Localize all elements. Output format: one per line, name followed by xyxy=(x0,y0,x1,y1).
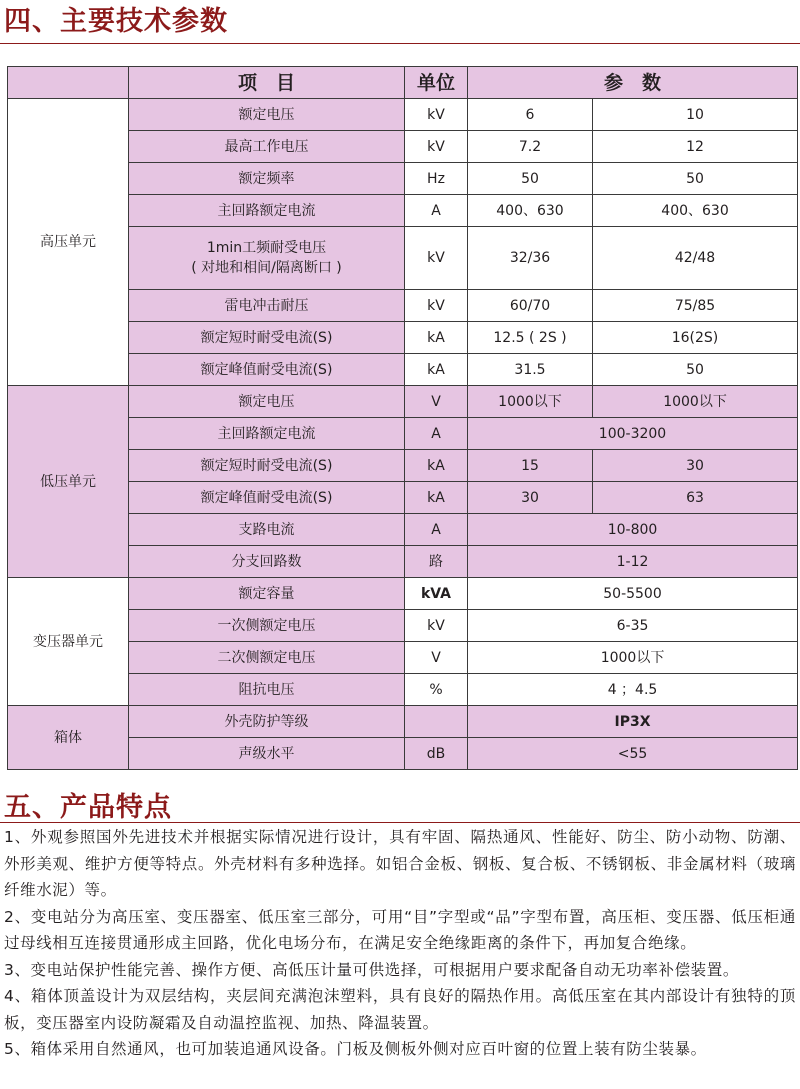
header-unit: 单位 xyxy=(405,67,468,99)
row-unit: kV xyxy=(405,610,468,642)
feature-item: 4、箱体顶盖设计为双层结构，夹层间充满泡沫塑料，具有良好的隔热作用。高低压室在其内部设计有独特的顶板，变压器室内设防凝霜及自动温控监视、加热、降温装置。 xyxy=(4,987,796,1032)
row-item-line-2: ( 对地和相间/隔离断口 ) xyxy=(191,260,342,276)
feature-item: 3、变电站保护性能完善、操作方便、高低压计量可供选择，可根据用户要求配备自动无功率补偿装置。 xyxy=(4,960,739,979)
row-unit: kV xyxy=(405,290,468,322)
table-row xyxy=(8,386,798,418)
row-value-2: 75/85 xyxy=(593,290,798,322)
feature-item: 2、变电站分为高压室、变压器室、低压室三部分，可用“目”字型或“品”字型布置，高压柜、变压器、低压柜通过母线相互连接贯通形成主回路，优化电场分布，在满足安全绝缘距离的条件下，再加复合绝缘。 xyxy=(4,907,796,952)
row-unit: kA xyxy=(405,482,468,514)
group-label-transformer: 变压器单元 xyxy=(8,578,129,706)
row-value-2: 63 xyxy=(593,482,798,514)
title-divider xyxy=(0,43,800,44)
row-value-1: 400、630 xyxy=(468,195,593,227)
row-unit: kVA xyxy=(405,578,468,610)
header-blank xyxy=(8,67,129,99)
row-value: 10-800 xyxy=(468,514,798,546)
row-value-2: 1000以下 xyxy=(593,386,798,418)
row-item: 主回路额定电流 xyxy=(129,195,405,227)
row-item: 额定电压 xyxy=(129,386,405,418)
row-unit xyxy=(405,706,468,738)
row-unit: dB xyxy=(405,738,468,770)
row-unit: kA xyxy=(405,354,468,386)
row-value-1: 60/70 xyxy=(468,290,593,322)
tech-params-table xyxy=(7,66,798,770)
row-item: 额定容量 xyxy=(129,578,405,610)
group-label-enclosure: 箱体 xyxy=(8,706,129,770)
row-item: 主回路额定电流 xyxy=(129,418,405,450)
table-row xyxy=(8,99,798,131)
row-value-1: 7.2 xyxy=(468,131,593,163)
row-unit: kV xyxy=(405,131,468,163)
row-value-2: 42/48 xyxy=(593,227,798,290)
row-value: IP3X xyxy=(468,706,798,738)
row-value-1: 31.5 xyxy=(468,354,593,386)
row-unit: A xyxy=(405,514,468,546)
row-unit: kV xyxy=(405,227,468,290)
row-item: 阻抗电压 xyxy=(129,674,405,706)
row-item: 额定电压 xyxy=(129,99,405,131)
row-unit: A xyxy=(405,418,468,450)
row-unit: V xyxy=(405,642,468,674)
row-item: 额定峰值耐受电流(S) xyxy=(129,354,405,386)
row-unit: kA xyxy=(405,450,468,482)
row-value-1: 15 xyxy=(468,450,593,482)
row-item: 额定频率 xyxy=(129,163,405,195)
row-value-1: 6 xyxy=(468,99,593,131)
header-params: 参 数 xyxy=(468,67,798,99)
row-item: 额定短时耐受电流(S) xyxy=(129,322,405,354)
row-item: 雷电冲击耐压 xyxy=(129,290,405,322)
row-value-2: 50 xyxy=(593,354,798,386)
row-value: 50-5500 xyxy=(468,578,798,610)
row-value-1: 32/36 xyxy=(468,227,593,290)
row-unit: Hz xyxy=(405,163,468,195)
row-item: 声级水平 xyxy=(129,738,405,770)
row-item: 额定峰值耐受电流(S) xyxy=(129,482,405,514)
row-unit: kV xyxy=(405,99,468,131)
table-row xyxy=(8,578,798,610)
row-item: 支路电流 xyxy=(129,514,405,546)
row-value: 100-3200 xyxy=(468,418,798,450)
row-unit: 路 xyxy=(405,546,468,578)
row-item: 额定短时耐受电流(S) xyxy=(129,450,405,482)
row-unit: A xyxy=(405,195,468,227)
feature-item: 1、外观参照国外先进技术并根据实际情况进行设计，具有牢固、隔热通风、性能好、防尘、防小动物、防潮、外形美观、维护方便等特点。外壳材料有多种选择。如铝合金板、钢板、复合板、不锈钢板、非金属材料（玻璃纤维水泥）等。 xyxy=(4,828,796,899)
row-unit: V xyxy=(405,386,468,418)
row-value-2: 50 xyxy=(593,163,798,195)
group-label-lv: 低压单元 xyxy=(8,386,129,578)
row-item: 最高工作电压 xyxy=(129,131,405,163)
row-value: 1-12 xyxy=(468,546,798,578)
row-value-1: 30 xyxy=(468,482,593,514)
row-value-1: 1000以下 xyxy=(468,386,593,418)
row-item: 外壳防护等级 xyxy=(129,706,405,738)
row-unit: % xyxy=(405,674,468,706)
row-value-2: 12 xyxy=(593,131,798,163)
table-header-row xyxy=(8,67,798,99)
row-value: 4 ；4.5 xyxy=(468,674,798,706)
features-list xyxy=(4,824,796,1063)
row-item xyxy=(129,227,405,290)
feature-item: 5、箱体采用自然通风，也可加装追通风设备。门板及侧板外侧对应百叶窗的位置上装有防尘装暴。 xyxy=(4,1040,707,1058)
row-value: <55 xyxy=(468,738,798,770)
row-value-1: 12.5 ( 2S ) xyxy=(468,322,593,354)
title-divider xyxy=(0,822,800,823)
row-item: 分支回路数 xyxy=(129,546,405,578)
row-value-1: 50 xyxy=(468,163,593,195)
table-row xyxy=(8,706,798,738)
section-5-title: 五、产品特点 xyxy=(4,792,172,823)
row-value-2: 400、630 xyxy=(593,195,798,227)
row-value: 1000以下 xyxy=(468,642,798,674)
row-unit: kA xyxy=(405,322,468,354)
row-value-2: 10 xyxy=(593,99,798,131)
row-value: 6-35 xyxy=(468,610,798,642)
row-item: 一次侧额定电压 xyxy=(129,610,405,642)
row-value-2: 16(2S) xyxy=(593,322,798,354)
row-item: 二次侧额定电压 xyxy=(129,642,405,674)
group-label-hv: 高压单元 xyxy=(8,99,129,386)
section-4-title: 四、主要技术参数 xyxy=(4,6,228,37)
header-item: 项 目 xyxy=(129,67,405,99)
row-value-2: 30 xyxy=(593,450,798,482)
row-item-line-1: 1min工频耐受电压 xyxy=(206,240,327,256)
